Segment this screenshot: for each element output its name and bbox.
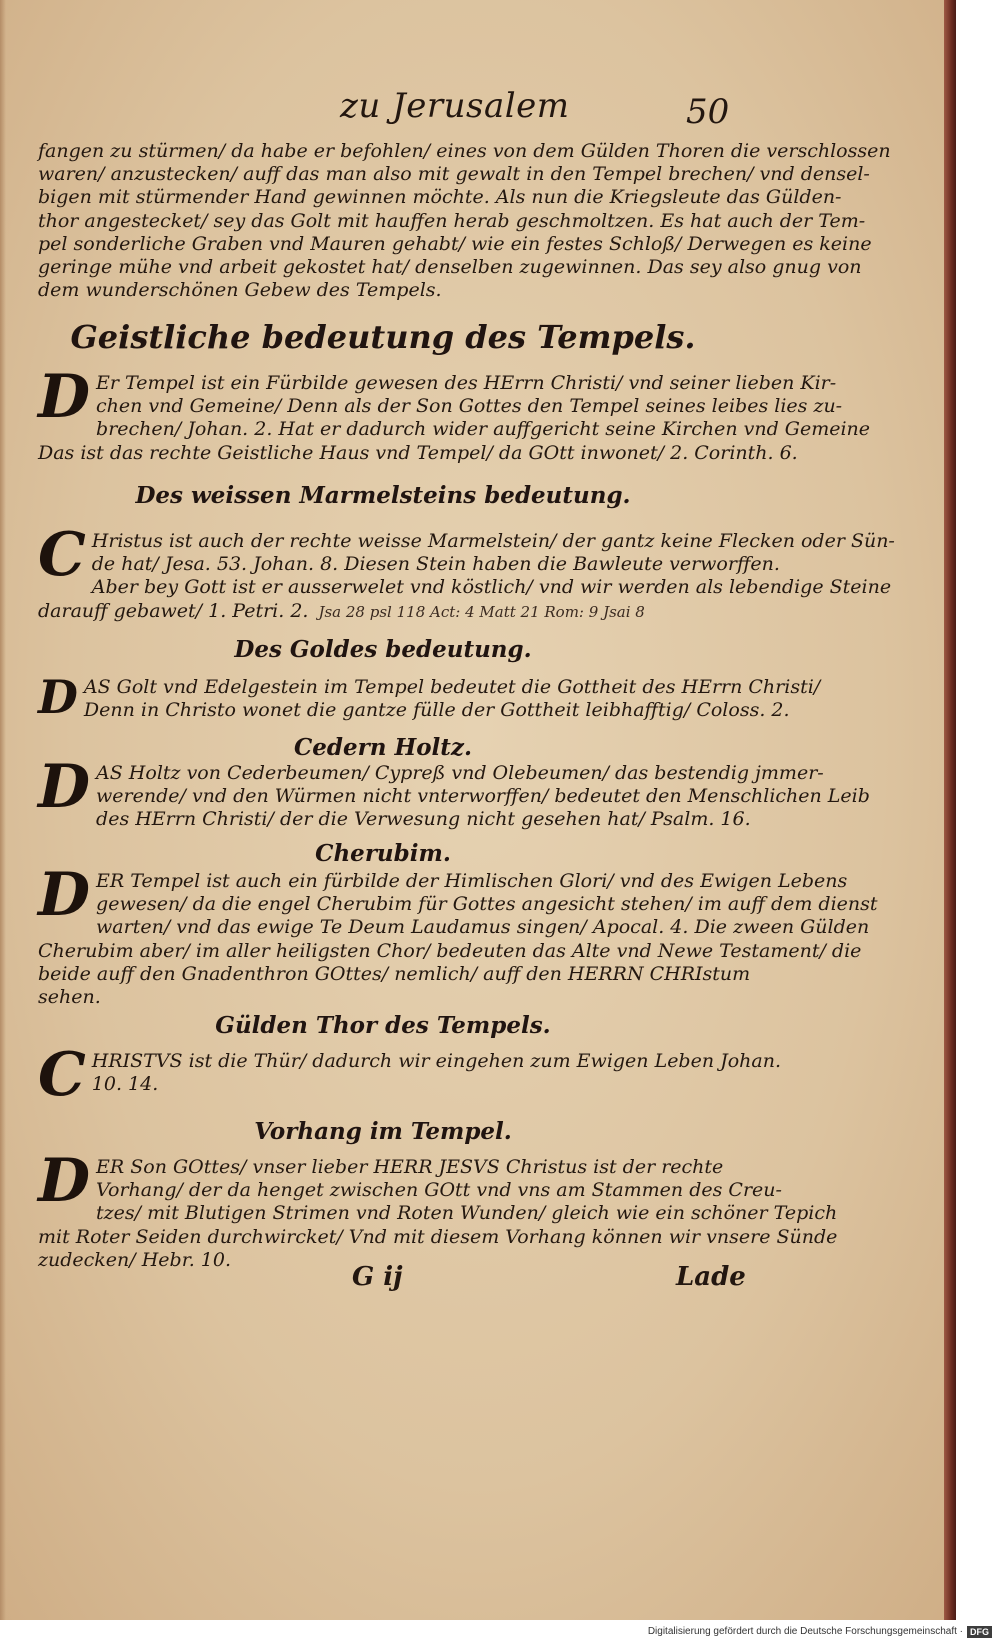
section-paragraph xyxy=(38,1146,838,1272)
drop-cap: D xyxy=(38,752,91,822)
text-line: des HErrn Christi/ der die Verwesung nicht gesehen hat/ Psalm. 16. xyxy=(96,808,751,831)
text-line xyxy=(38,600,728,624)
text-line: Er Tempel ist ein Fürbilde gewesen des HErrn Christi/ vnd seiner lieben Kir- xyxy=(96,372,837,394)
page-number: 50 xyxy=(686,92,730,132)
section-paragraph xyxy=(38,670,821,724)
text-line: ER Tempel ist auch ein fürbilde der Himlischen Glori/ vnd des Ewigen Lebens xyxy=(96,870,848,892)
text-line: Cherubim aber/ im aller heiligsten Chor/ bedeuten das Alte vnd Newe Testament/ die xyxy=(38,939,862,962)
section-heading: Gülden Thor des Tempels. xyxy=(215,1012,551,1039)
section-heading: Des Goldes bedeutung. xyxy=(234,636,532,663)
text-line: Vorhang/ der da henget zwischen GOtt vnd vns am Stammen des Creu- xyxy=(96,1179,782,1202)
drop-cap: D xyxy=(38,860,91,930)
text-line: warten/ vnd das ewige Te Deum Laudamus singen/ Apocal. 4. Die zween Gülden xyxy=(96,916,870,939)
section-paragraph xyxy=(38,860,878,1009)
text-line: de hat/ Jesa. 53. Johan. 8. Diesen Stein haben die Bawleute verworffen. xyxy=(91,553,780,576)
text-segment: darauff gebawet/ 1. Petri. 2. xyxy=(38,599,309,622)
running-header: zu Jerusalem xyxy=(340,86,570,126)
credit-text: Digitalisierung gefördert durch die Deutsche Forschungsgemeinschaft · xyxy=(647,1626,963,1637)
drop-cap: D xyxy=(38,362,91,432)
intro-paragraph xyxy=(38,140,891,302)
drop-cap: D xyxy=(38,1146,91,1216)
catchword: Lade xyxy=(676,1262,746,1292)
text-line: HRISTVS ist die Thür/ dadurch wir eingehen zum Ewigen Leben Johan. xyxy=(91,1050,782,1072)
text-line: ER Son GOttes/ vnser lieber HERR JESVS Christus ist der rechte xyxy=(96,1156,724,1178)
section-heading: Cherubim. xyxy=(315,840,451,867)
section-paragraph xyxy=(38,520,895,624)
text-line: gewesen/ da die engel Cherubim für Gottes angesicht stehen/ im auff dem dienst xyxy=(96,893,878,916)
section-paragraph xyxy=(38,362,871,465)
book-edge xyxy=(944,0,956,1620)
text-line: Denn in Christo wonet die gantze fülle der Gottheit leibhafftig/ Coloss. 2. xyxy=(83,699,790,722)
section-paragraph xyxy=(38,1040,782,1110)
section-heading: Vorhang im Tempel. xyxy=(254,1118,512,1145)
text-line: werende/ vnd den Würmen nicht vnterworffen/ bedeutet den Menschlichen Leib xyxy=(96,785,870,808)
drop-cap: D xyxy=(38,670,78,724)
signature-mark: G ij xyxy=(352,1262,403,1292)
text-line: waren/ anzustecken/ auff das man also mit gewalt in den Tempel brechen/ vnd densel- xyxy=(38,163,870,186)
text-line: mit Roter Seiden durchwircket/ Vnd mit diesem Vorhang können wir vnsere Sünde xyxy=(38,1225,838,1248)
text-line: brechen/ Johan. 2. Hat er dadurch wider auffgericht seine Kirchen vnd Gemeine xyxy=(96,418,871,441)
page-gutter-shadow xyxy=(0,0,6,1620)
text-line: Aber bey Gott ist er ausserwelet vnd köstlich/ vnd wir werden als lebendige Steine xyxy=(91,576,892,599)
text-line: geringe mühe vnd arbeit gekostet hat/ denselben zugewinnen. Das sey also gnug von xyxy=(38,256,862,279)
text-line: sehen. xyxy=(38,986,101,1009)
drop-cap: C xyxy=(38,1040,86,1110)
text-line: fangen zu stürmen/ da habe er befohlen/ eines von dem Gülden Thoren die verschlossen xyxy=(38,140,891,162)
text-line: zudecken/ Hebr. 10. xyxy=(38,1248,231,1271)
digitization-credit xyxy=(648,1623,992,1640)
text-line: bigen mit stürmender Hand gewinnen möchte. Als nun die Kriegsleute das Gülden- xyxy=(38,186,842,209)
section-heading: Geistliche bedeutung des Tempels. xyxy=(70,318,696,356)
text-line: thor angestecket/ sey das Golt mit hauffen herab geschmoltzen. Es hat auch der Tem- xyxy=(38,209,866,232)
text-line: dem wunderschönen Gebew des Tempels. xyxy=(38,279,442,302)
text-line: pel sonderliche Graben vnd Mauren gehabt/ wie ein festes Schloß/ Derwegen es keine xyxy=(38,232,872,255)
handwritten-note: Jsa 28 psl 118 Act: 4 Matt 21 Rom: 9 Jsai 8 xyxy=(318,602,645,621)
text-line: AS Golt vnd Edelgestein im Tempel bedeutet die Gottheit des HErrn Christi/ xyxy=(83,676,821,698)
section-heading: Cedern Holtz. xyxy=(293,734,472,761)
text-line: beide auff den Gnadenthron GOttes/ nemlich/ auff den HERRN CHRIstum xyxy=(38,962,751,985)
section-paragraph xyxy=(38,752,870,832)
text-line: Hristus ist auch der rechte weisse Marmelstein/ der gantz keine Flecken oder Sün- xyxy=(91,530,895,552)
text-line: tzes/ mit Blutigen Strimen vnd Roten Wunden/ gleich wie ein schöner Tepich xyxy=(96,1202,838,1225)
text-line: AS Holtz von Cederbeumen/ Cypreß vnd Olebeumen/ das bestendig jmmer- xyxy=(96,762,824,784)
text-line: 10. 14. xyxy=(91,1073,159,1096)
text-line: chen vnd Gemeine/ Denn als der Son Gottes den Tempel seines leibes lies zu- xyxy=(96,395,843,418)
section-heading: Des weissen Marmelsteins bedeutung. xyxy=(135,482,631,509)
dfg-logo: DFG xyxy=(967,1626,992,1638)
text-line: Das ist das rechte Geistliche Haus vnd Tempel/ da GOtt inwonet/ 2. Corinth. 6. xyxy=(38,441,798,464)
drop-cap: C xyxy=(38,520,86,590)
